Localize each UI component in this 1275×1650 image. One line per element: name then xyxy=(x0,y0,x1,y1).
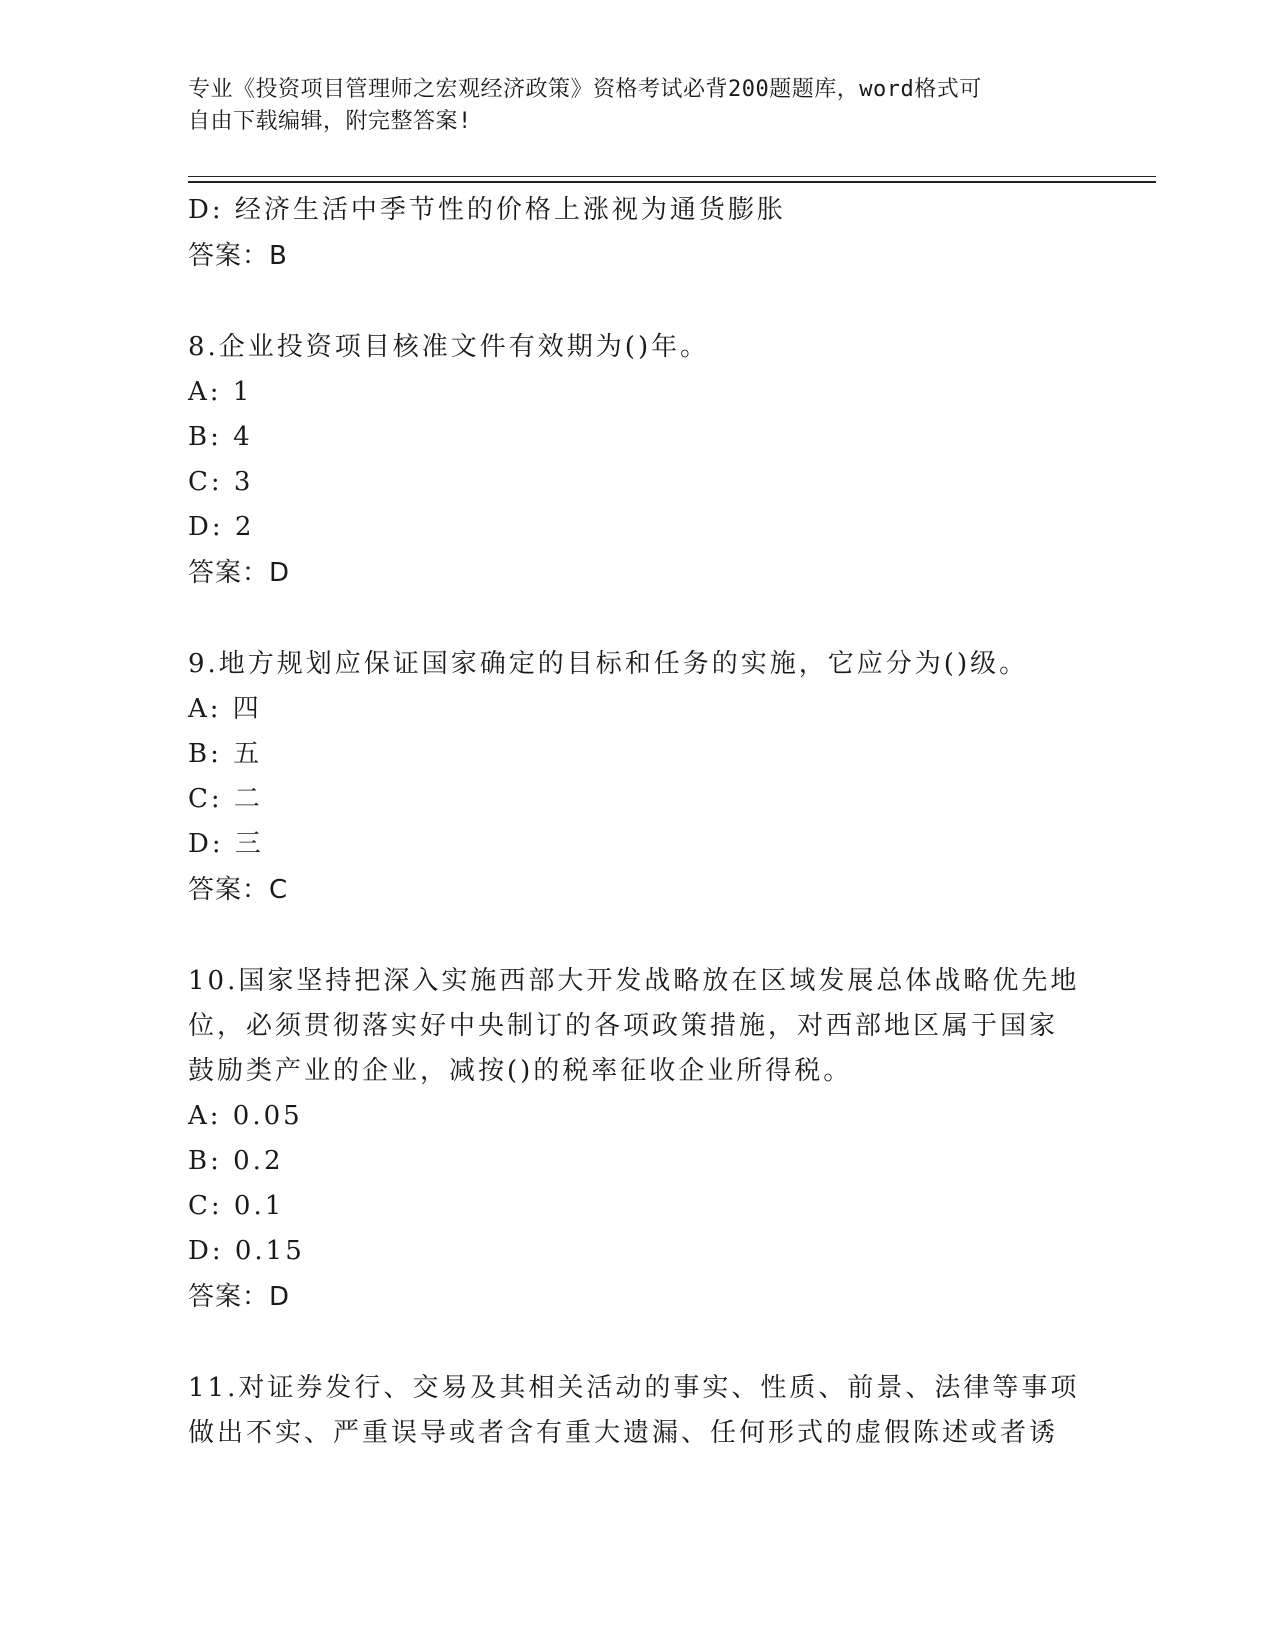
spacer xyxy=(188,596,1088,642)
spacer xyxy=(188,913,1088,959)
q10-answer: 答案：D xyxy=(188,1282,291,1312)
q9-option-a: A: 四 xyxy=(188,694,262,724)
q9-option-b: B: 五 xyxy=(188,739,263,769)
q11-question-line-1: 11.对证券发行、交易及其相关活动的事实、性质、前景、法律等事项 xyxy=(188,1373,1080,1403)
header-divider-thin xyxy=(188,176,1156,177)
spacer xyxy=(188,279,1088,325)
q8-option-b: B: 4 xyxy=(188,422,253,452)
header-divider-thick xyxy=(188,181,1156,183)
question-list xyxy=(188,188,1088,1456)
q11-question-line-2: 做出不实、严重误导或者含有重大遗漏、任何形式的虚假陈述或者诱 xyxy=(188,1418,1059,1448)
q9-option-c: C: 二 xyxy=(188,784,263,814)
header-line-2: 自由下载编辑，附完整答案! xyxy=(188,109,472,134)
q10-option-b: B: 0.2 xyxy=(188,1146,284,1176)
spacer xyxy=(188,1320,1088,1366)
q10-option-c: C: 0.1 xyxy=(188,1191,285,1221)
q9-answer: 答案：C xyxy=(188,875,289,905)
header-line-1: 专业《投资项目管理师之宏观经济政策》资格考试必背200题题库，word格式可 xyxy=(188,77,982,102)
q7-option-d: D: 经济生活中季节性的价格上涨视为通货膨胀 xyxy=(188,195,786,225)
q8-option-a: A: 1 xyxy=(188,377,253,407)
q10-question-line-1: 10.国家坚持把深入实施西部大开发战略放在区域发展总体战略优先地 xyxy=(188,966,1080,996)
q9-question: 9.地方规划应保证国家确定的目标和任务的实施，它应分为()级。 xyxy=(188,649,1029,679)
q9-option-d: D: 三 xyxy=(188,829,264,859)
q10-question-line-2: 位，必须贯彻落实好中央制订的各项政策措施，对西部地区属于国家 xyxy=(188,1011,1059,1041)
document-header xyxy=(188,74,1068,138)
q10-option-d: D: 0.15 xyxy=(188,1236,305,1266)
q8-question: 8.企业投资项目核准文件有效期为()年。 xyxy=(188,332,710,362)
q8-option-c: C: 3 xyxy=(188,467,254,497)
q8-option-d: D: 2 xyxy=(188,512,255,542)
q7-answer: 答案：B xyxy=(188,241,288,271)
q10-option-a: A: 0.05 xyxy=(188,1101,303,1131)
q8-answer: 答案：D xyxy=(188,558,291,588)
q10-question-line-3: 鼓励类产业的企业，减按()的税率征收企业所得税。 xyxy=(188,1056,853,1086)
